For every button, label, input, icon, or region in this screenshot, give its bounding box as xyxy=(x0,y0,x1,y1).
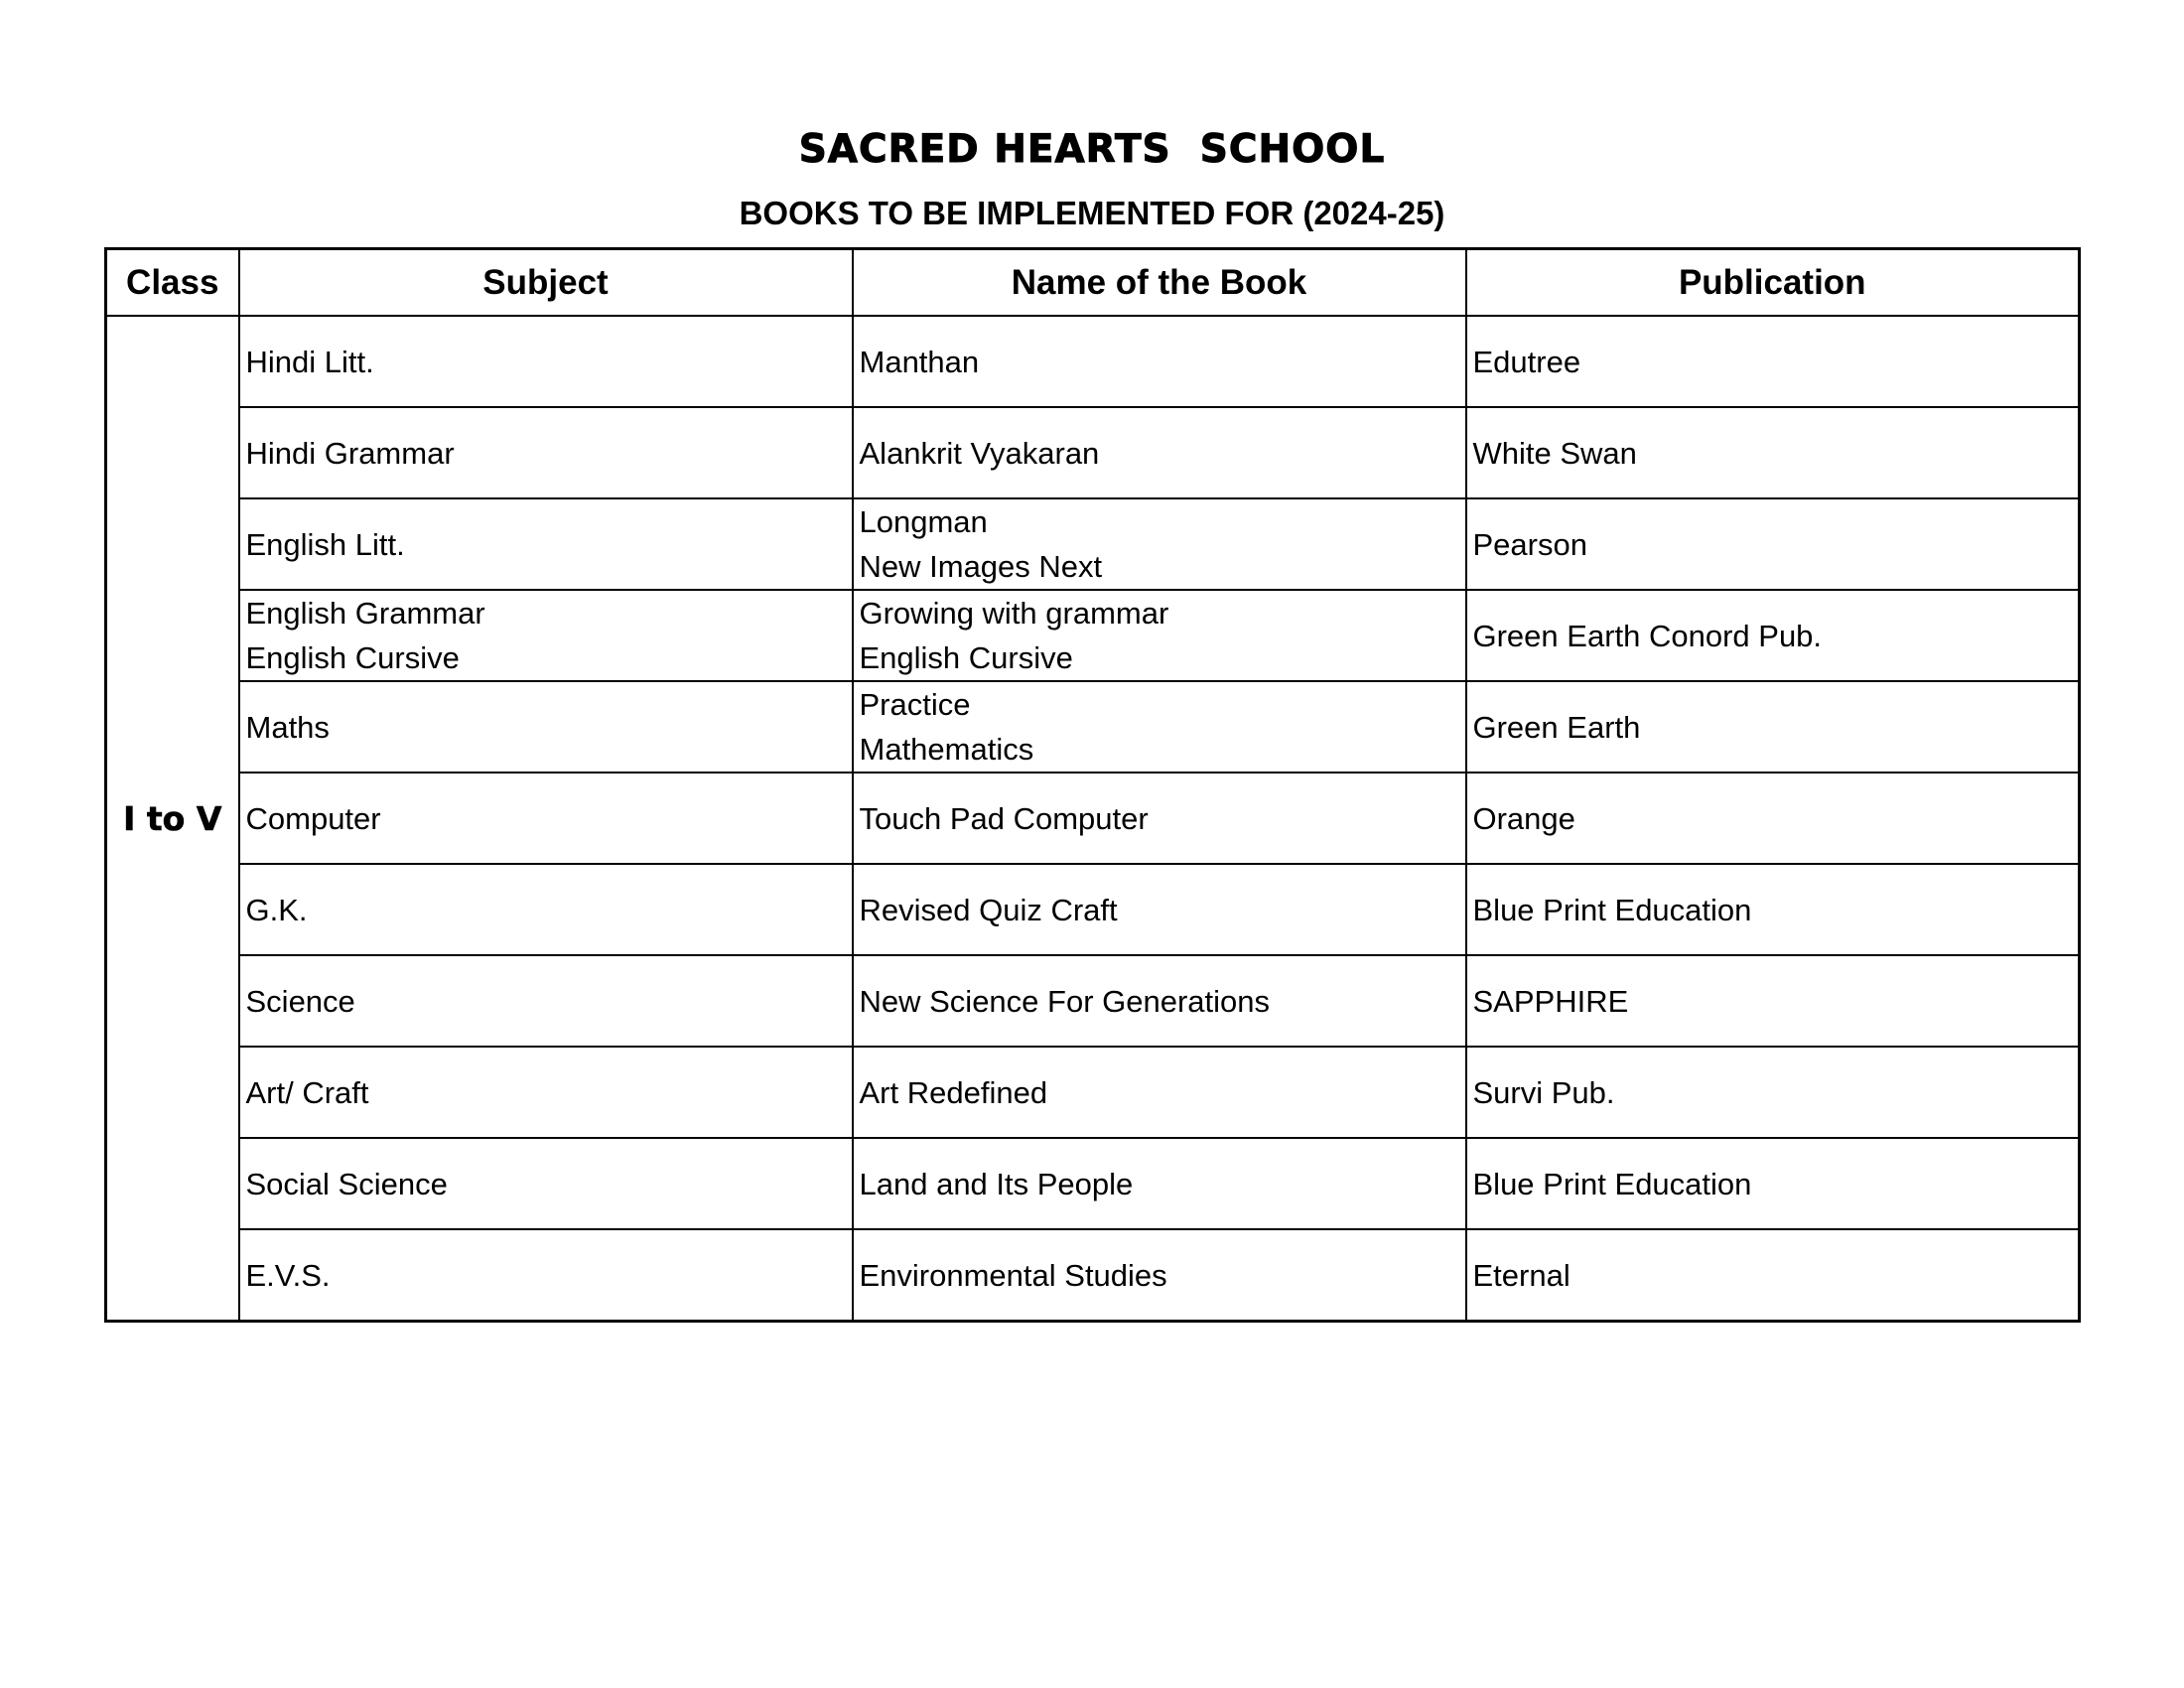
book-text: Touch Pad Computer xyxy=(859,800,1149,836)
subject-cell xyxy=(239,407,853,498)
book-text: Mathematics xyxy=(859,732,1034,767)
subject-text: E.V.S. xyxy=(245,1257,331,1293)
publication-cell: Orange xyxy=(1466,773,2080,864)
header-class: Class xyxy=(106,249,239,317)
subject-text: Science xyxy=(245,983,355,1019)
class-cell: I to V xyxy=(106,316,239,1322)
table-body xyxy=(106,316,2080,1322)
table-row xyxy=(106,1229,2080,1322)
book-text: Land and Its People xyxy=(859,1166,1134,1201)
header-publication: Publication xyxy=(1466,249,2080,317)
subject-cell xyxy=(239,1138,853,1229)
publication-cell: Green Earth Conord Pub. xyxy=(1466,590,2080,681)
publication-cell: Green Earth xyxy=(1466,681,2080,773)
publication-cell: Blue Print Education xyxy=(1466,864,2080,955)
book-text: New Images Next xyxy=(859,549,1103,584)
publication-cell: Survi Pub. xyxy=(1466,1047,2080,1138)
book-cell xyxy=(853,955,1466,1047)
table-row xyxy=(106,498,2080,590)
book-text: Revised Quiz Craft xyxy=(859,892,1118,927)
publication-cell: Pearson xyxy=(1466,498,2080,590)
header-subject: Subject xyxy=(239,249,853,317)
book-text: New Science For Generations xyxy=(859,983,1271,1019)
subject-text: Social Science xyxy=(245,1166,448,1201)
book-cell xyxy=(853,1047,1466,1138)
subject-text: English Litt. xyxy=(245,526,405,562)
book-cell xyxy=(853,590,1466,681)
book-cell xyxy=(853,407,1466,498)
book-text: Manthan xyxy=(859,344,980,379)
subject-cell xyxy=(239,316,853,407)
subject-text: English Cursive xyxy=(245,640,460,675)
header-book-name: Name of the Book xyxy=(853,249,1466,317)
table-row xyxy=(106,1047,2080,1138)
table-row xyxy=(106,773,2080,864)
publication-cell: White Swan xyxy=(1466,407,2080,498)
book-text: Environmental Studies xyxy=(859,1257,1167,1293)
publication-cell: Edutree xyxy=(1466,316,2080,407)
table-row xyxy=(106,316,2080,407)
subject-text: English Grammar xyxy=(245,596,485,631)
book-text: Growing with grammar xyxy=(859,596,1169,631)
publication-cell: Blue Print Education xyxy=(1466,1138,2080,1229)
book-cell xyxy=(853,681,1466,773)
school-title: SACRED HEARTS SCHOOL xyxy=(798,127,1386,172)
subject-text: G.K. xyxy=(245,892,308,927)
subject-text: Hindi Litt. xyxy=(245,344,374,379)
subject-cell xyxy=(239,498,853,590)
table-row xyxy=(106,681,2080,773)
book-text: Alankrit Vyakaran xyxy=(859,435,1100,471)
table-row xyxy=(106,407,2080,498)
book-cell xyxy=(853,864,1466,955)
subject-cell xyxy=(239,1047,853,1138)
book-cell xyxy=(853,1138,1466,1229)
book-text: Practice xyxy=(859,687,971,722)
book-text: Longman xyxy=(859,504,988,539)
subject-cell xyxy=(239,773,853,864)
subject-text: Computer xyxy=(245,800,381,836)
subject-cell xyxy=(239,955,853,1047)
table-row xyxy=(106,955,2080,1047)
table-row xyxy=(106,864,2080,955)
book-cell xyxy=(853,316,1466,407)
subject-text: Maths xyxy=(245,709,330,745)
books-table xyxy=(104,247,2081,1323)
subject-cell xyxy=(239,864,853,955)
table-row xyxy=(106,1138,2080,1229)
table-header-row xyxy=(106,249,2080,317)
subject-text: Art/ Craft xyxy=(245,1074,369,1110)
book-text: Art Redefined xyxy=(859,1074,1048,1110)
book-cell xyxy=(853,1229,1466,1322)
book-cell xyxy=(853,773,1466,864)
book-text: English Cursive xyxy=(859,640,1073,675)
subject-cell xyxy=(239,1229,853,1322)
book-cell xyxy=(853,498,1466,590)
document-subtitle: BOOKS TO BE IMPLEMENTED FOR (2024-25) xyxy=(739,195,1445,231)
publication-cell: Eternal xyxy=(1466,1229,2080,1322)
subject-cell xyxy=(239,590,853,681)
publication-cell: SAPPHIRE xyxy=(1466,955,2080,1047)
subject-text: Hindi Grammar xyxy=(245,435,455,471)
table-row xyxy=(106,590,2080,681)
subject-cell xyxy=(239,681,853,773)
